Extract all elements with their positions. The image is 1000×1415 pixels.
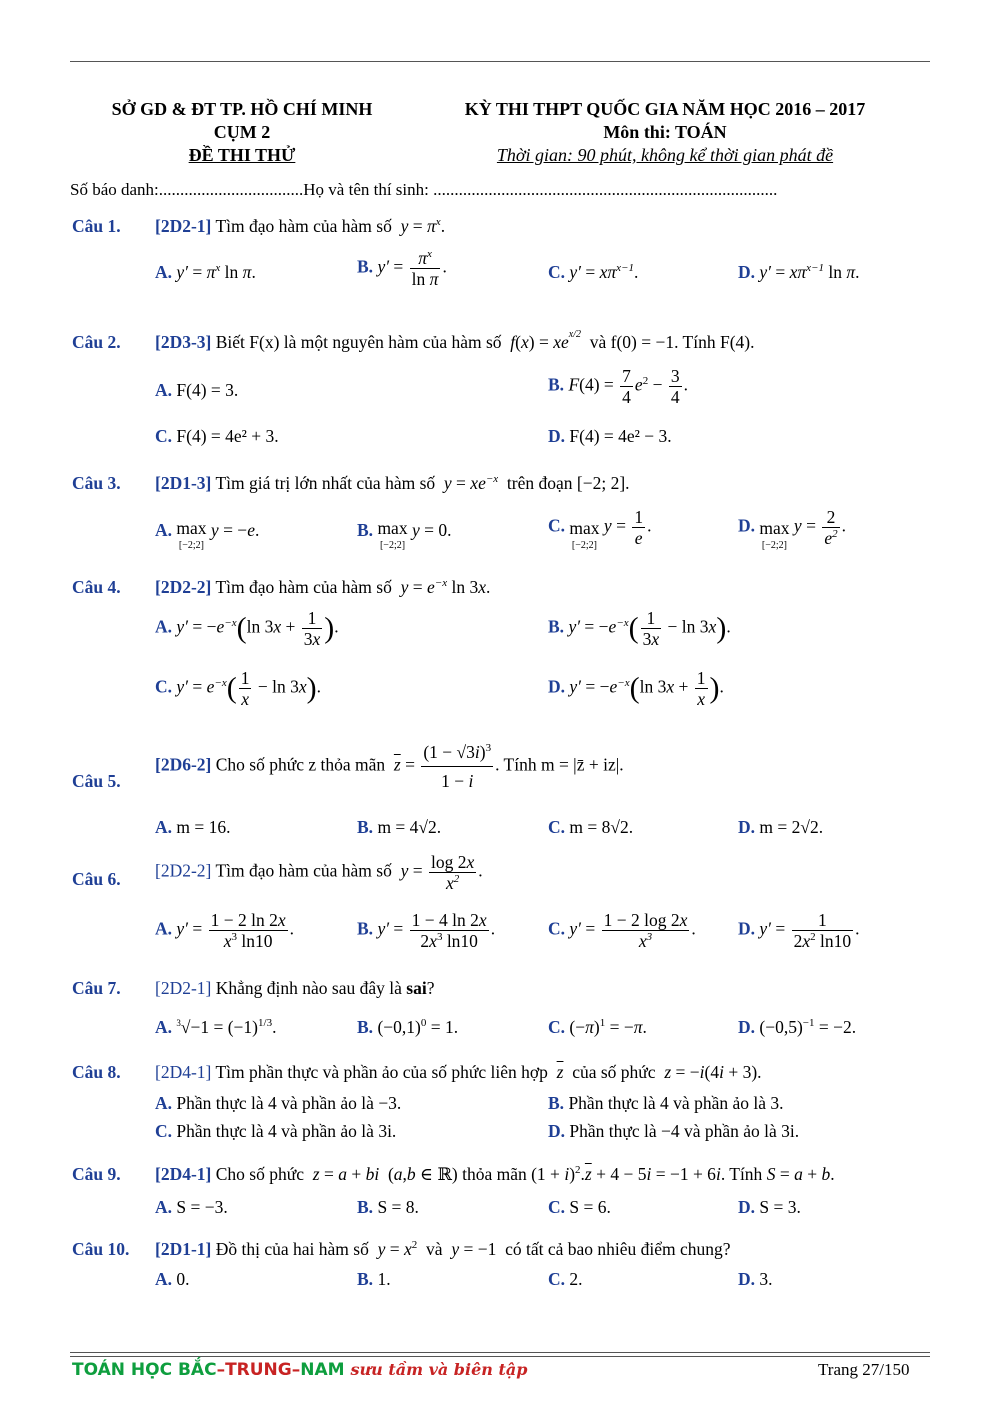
q1-option-d[interactable]: D. $y' = x\pi^{x-1}$ ln π. [738, 262, 860, 282]
q2-option-b[interactable]: B. F(4) = $\frac{7}{4}$ $e^2$ − $\frac{3}{4}$ . [548, 366, 688, 408]
exam-type: ĐỀ THI THỬ [188, 145, 296, 165]
question-5: Câu 5. [72, 771, 121, 791]
q10-option-d[interactable]: D. 3. [738, 1269, 773, 1289]
q7-option-b[interactable]: B. $(-0,1)^0 = 1$. [357, 1017, 459, 1037]
q9-option-c[interactable]: C. S = 6. [548, 1197, 611, 1217]
q4-option-b[interactable]: B. $y' = -e^{-x}$( $\frac{1}{3x}$ − ln 3x). [548, 608, 731, 650]
q8-option-d[interactable]: D. Phần thực là −4 và phần ảo là 3i. [548, 1121, 800, 1141]
question-number: Câu 1. [72, 216, 121, 236]
page-number: Trang 27/150 [818, 1360, 910, 1379]
school-name: SỞ GD & ĐT TP. HỒ CHÍ MINH [111, 99, 373, 119]
q5-option-a[interactable]: A. m = 16. [155, 817, 231, 837]
q6-option-d[interactable]: D. y′ = $\frac{1}{2x^2 \ln 10}$ . [738, 910, 860, 952]
question-code: [2D2-1] [155, 216, 212, 236]
q6-option-a[interactable]: A. y′ = $\frac{1 - 2 \ln 2x}{x^3 \ln 10}$ . [155, 910, 295, 952]
stem-text: Tìm đạo hàm của hàm số [215, 216, 392, 236]
q1-option-b[interactable]: B. y′ = $\frac{\pi^x}{\text{ln π}}$ . [357, 248, 447, 290]
footer-rule [70, 1352, 930, 1353]
question-4-stem: [2D2-2] Tìm đạo hàm của hàm số $y = e^{-x}$ ln 3x. [155, 577, 491, 597]
question-3: Câu 3. [72, 473, 121, 493]
q9-option-b[interactable]: B. S = 8. [357, 1197, 419, 1217]
question-5-stem: [2D6-2] Cho số phức z thỏa mãn $\overline{z}$ = $\frac{(1 - √3i)^3}{1 - i}$ . Tính m = |z̄ + iz|. [155, 742, 624, 792]
question-8: Câu 8. [72, 1062, 121, 1082]
question-10: Câu 10. [72, 1239, 130, 1259]
q3-option-b[interactable]: B. max [−2;2] y = 0. [357, 518, 452, 551]
q5-option-d[interactable]: D. m = 2√2. [738, 817, 824, 837]
q2-option-c[interactable]: C. F(4) = 4e² + 3. [155, 426, 279, 446]
q9-option-a[interactable]: A. S = −3. [155, 1197, 228, 1217]
subject: Môn thi: TOÁN [603, 122, 727, 142]
q4-option-a[interactable]: A. $y' = -e^{-x}(\ln$ 3x + $\frac{1}{3x}$ ). [155, 608, 339, 650]
q5-option-c[interactable]: C. m = 8√2. [548, 817, 634, 837]
q8-option-b[interactable]: B. Phần thực là 4 và phần ảo là 3. [548, 1093, 784, 1113]
q5-option-b[interactable]: B. m = 4√2. [357, 817, 442, 837]
cluster-name: CỤM 2 [213, 122, 271, 142]
q8-option-c[interactable]: C. Phần thực là 4 và phần ảo là 3i. [155, 1121, 397, 1141]
question-7-stem: [2D2-1] Khẳng định nào sau đây là sai? [155, 978, 435, 998]
question-9-stem: [2D4-1] Cho số phức z = a + bi (a,b ∈ ℝ) thỏa mãn $(1 + i)^2.\overline{z} + 4 - 5i = -1 + 6i$. Tính S = a + b. [155, 1164, 835, 1184]
q1-option-c[interactable]: C. $y' = x\pi^{x-1}$. [548, 262, 639, 282]
question-2: Câu 2. [72, 332, 121, 352]
q2-option-a[interactable]: A. F(4) = 3. [155, 380, 239, 400]
candidate-line: Số báo danh:..................................Họ và tên thí sinh: ................................................................................. [70, 180, 778, 199]
q3-option-c[interactable]: C. max [−2;2] y = $\frac{1}{e}$ . [548, 507, 652, 551]
question-10-stem: [2D1-1] Đồ thị của hai hàm số $y = x^2$ và y = −1 có tất cả bao nhiêu điểm chung? [155, 1239, 731, 1259]
question-4: Câu 4. [72, 577, 121, 597]
question-6: Câu 6. [72, 869, 121, 889]
question-2-stem: [2D3-3] Biết F(x) là một nguyên hàm của hàm số $f(x) = xe^{x/2}$ và f(0) = −1. Tính F(4). [155, 329, 755, 352]
q4-option-c[interactable]: C. $y' = e^{-x}$( $\frac{1}{x}$ − ln 3x). [155, 668, 321, 710]
exam-duration: Thời gian: 90 phút, không kể thời gian phát đề [496, 145, 834, 165]
question-7: Câu 7. [72, 978, 121, 998]
q10-option-b[interactable]: B. 1. [357, 1269, 391, 1289]
question-1-stem: [2D2-1] Tìm đạo hàm của hàm số $y = \pi^x$. [155, 216, 446, 236]
q2-option-d[interactable]: D. F(4) = 4e² − 3. [548, 426, 672, 446]
question-1 [72, 216, 121, 237]
q6-option-c[interactable]: C. y′ = $\frac{1 - 2 \log 2x}{x^3}$ . [548, 910, 696, 952]
footer-rule [70, 1356, 930, 1357]
q9-option-d[interactable]: D. S = 3. [738, 1197, 801, 1217]
footer-brand: TOÁN HỌC BẮC–TRUNG–NAM sưu tầm và biên tập [72, 1360, 528, 1380]
q8-option-a[interactable]: A. Phần thực là 4 và phần ảo là −3. [155, 1093, 402, 1113]
q7-option-d[interactable]: D. $(-0,5)^{-1} = -2$. [738, 1017, 857, 1037]
question-6-stem: [2D2-2] Tìm đạo hàm của hàm số y = $\frac{\log 2x}{x^2}$ . [155, 852, 483, 894]
q6-option-b[interactable]: B. y′ = $\frac{1 - 4 \ln 2x}{2x^3 \ln 10}$ . [357, 910, 496, 952]
top-rule [70, 61, 930, 62]
q4-option-d[interactable]: D. $y' = -e^{-x}(\ln$ 3x + $\frac{1}{x}$ ). [548, 668, 724, 710]
q7-option-c[interactable]: C. $(-\pi)^1 = -\pi$. [548, 1017, 647, 1037]
q7-option-a[interactable]: A. $^3√-1 = (-1)^{1/3}$. [155, 1017, 277, 1037]
q1-option-a[interactable]: A. $y' = \pi^x$ ln π. [155, 262, 256, 282]
exam-title: KỲ THI THPT QUỐC GIA NĂM HỌC 2016 – 2017 [464, 99, 866, 119]
q3-option-d[interactable]: D. max [−2;2] y = $\frac{2}{e^2}$ . [738, 507, 846, 551]
q10-option-a[interactable]: A. 0. [155, 1269, 190, 1289]
question-9: Câu 9. [72, 1164, 121, 1184]
question-3-stem: [2D1-3] Tìm giá trị lớn nhất của hàm số $y = xe^{-x}$ trên đoạn [−2; 2]. [155, 473, 630, 493]
q3-option-a[interactable]: A. max [−2;2] y = −e. [155, 518, 260, 551]
q10-option-c[interactable]: C. 2. [548, 1269, 583, 1289]
question-8-stem: [2D4-1] Tìm phần thực và phần ảo của số phức liên hợp $\overline{z}$ của số phức z = −i(4i + 3). [155, 1062, 762, 1082]
